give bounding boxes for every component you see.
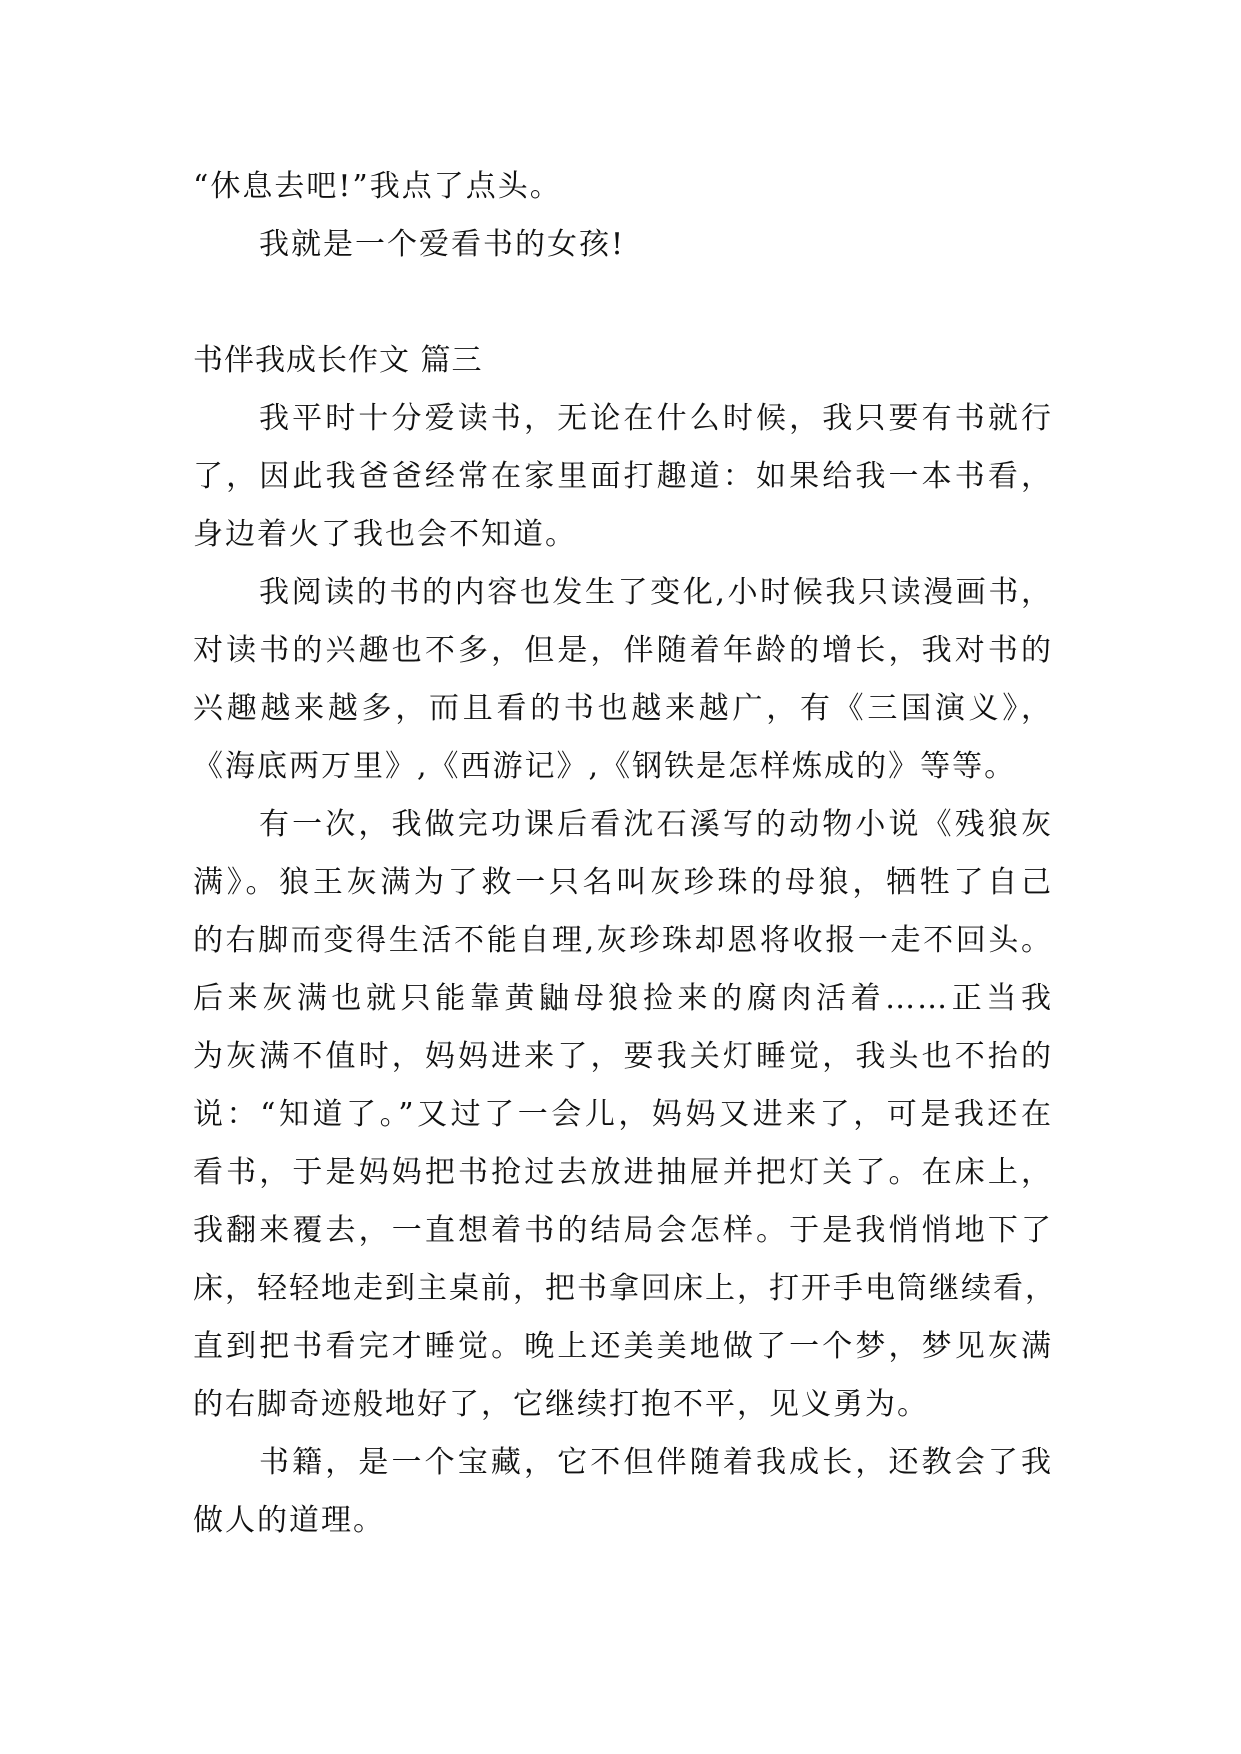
section-title: 书伴我成长作文 篇三 bbox=[193, 343, 483, 378]
paragraph-line: 对读书的兴趣也不多，但是，伴随着年龄的增长，我对书的 bbox=[193, 633, 1053, 668]
paragraph-line: 的右脚而变得生活不能自理,灰珍珠却恩将收报一走不回头。 bbox=[193, 923, 1053, 958]
paragraph-line: 《海底两万里》,《西游记》,《钢铁是怎样炼成的》等等。 bbox=[193, 749, 1017, 784]
paragraph-line: 我阅读的书的内容也发生了变化,小时候我只读漫画书， bbox=[259, 575, 1053, 610]
paragraph-line: 书籍，是一个宝藏，它不但伴随着我成长，还教会了我 bbox=[259, 1445, 1053, 1480]
paragraph bbox=[193, 1434, 1053, 1550]
paragraph-line: 后来灰满也就只能靠黄鼬母狼捡来的腐肉活着……正当我 bbox=[193, 981, 1053, 1016]
paragraph-line: 做人的道理。 bbox=[193, 1503, 385, 1538]
paragraph-line: 了，因此我爸爸经常在家里面打趣道：如果给我一本书看， bbox=[193, 459, 1053, 494]
paragraph-line: 为灰满不值时，妈妈进来了，要我关灯睡觉，我头也不抬的 bbox=[193, 1039, 1053, 1074]
paragraph-line: 看书，于是妈妈把书抢过去放进抽屉并把灯关了。在床上， bbox=[193, 1155, 1053, 1190]
paragraph bbox=[193, 796, 1057, 1434]
paragraph-line: 有一次，我做完功课后看沈石溪写的动物小说《残狼灰 bbox=[259, 807, 1053, 842]
paragraph-line: 床，轻轻地走到主桌前，把书拿回床上，打开手电筒继续看， bbox=[193, 1271, 1057, 1306]
paragraph-line: 兴趣越来越多，而且看的书也越来越广，有《三国演义》， bbox=[193, 691, 1053, 726]
paragraph-line: 身边着火了我也会不知道。 bbox=[193, 517, 577, 552]
document-page bbox=[193, 158, 1057, 1550]
paragraph-line: 的右脚奇迹般地好了，它继续打抱不平，见义勇为。 bbox=[193, 1387, 929, 1422]
paragraph bbox=[193, 564, 1053, 796]
paragraph-line: 说：“知道了。”又过了一会儿，妈妈又进来了，可是我还在 bbox=[193, 1097, 1053, 1132]
opening-line: 我就是一个爱看书的女孩! bbox=[259, 227, 626, 262]
essay-body bbox=[193, 390, 1057, 1550]
paragraph-line: 满》。狼王灰满为了救一只名叫灰珍珠的母狼，牺牲了自己 bbox=[193, 865, 1053, 900]
opening-line: “休息去吧!”我点了点头。 bbox=[193, 169, 562, 204]
paragraph-line: 我翻来覆去，一直想着书的结局会怎样。于是我悄悄地下了 bbox=[193, 1213, 1053, 1248]
paragraph bbox=[193, 390, 1053, 564]
paragraph-line: 直到把书看完才睡觉。晚上还美美地做了一个梦，梦见灰满 bbox=[193, 1329, 1053, 1364]
paragraph-line: 我平时十分爱读书，无论在什么时候，我只要有书就行 bbox=[259, 401, 1053, 436]
